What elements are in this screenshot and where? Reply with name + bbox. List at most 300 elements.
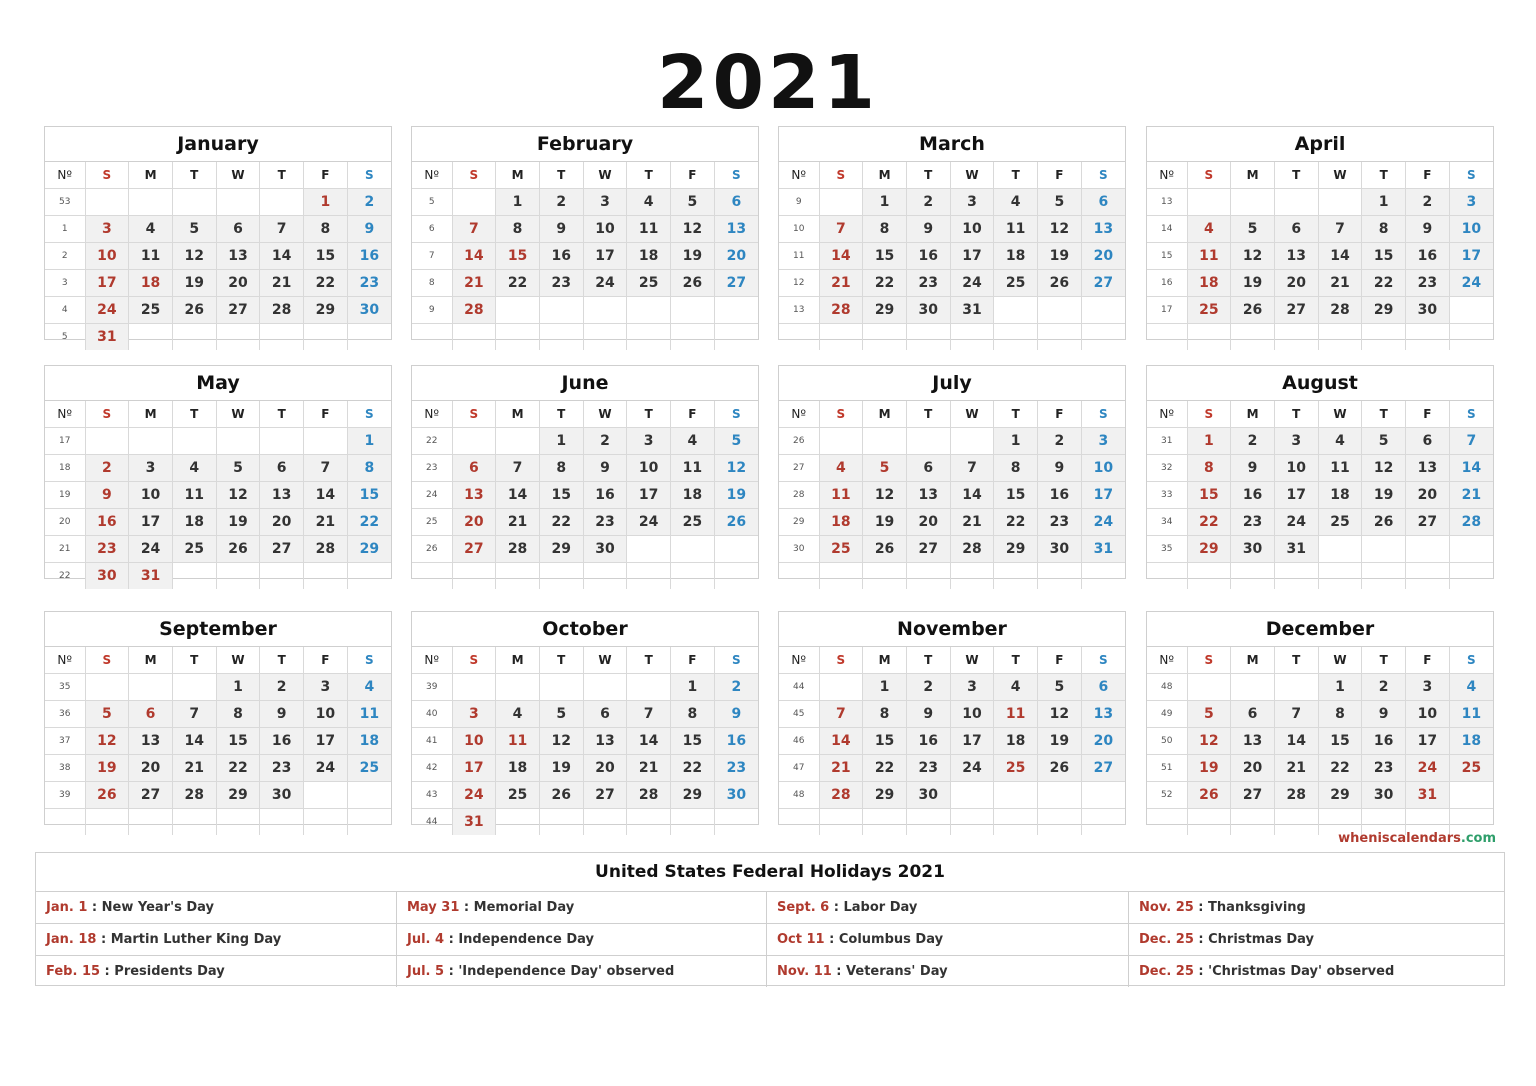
empty-day-cell [129,324,173,351]
week-row [779,189,1125,216]
day-cell: 14 [304,482,348,509]
day-cell: 20 [1231,755,1275,782]
empty-day-cell [994,324,1038,351]
day-cell: 30 [260,782,304,809]
empty-day-cell [671,536,715,563]
week-number: 45 [779,701,819,728]
month-name: July [779,366,1125,401]
holiday-date: Jan. 1 [46,900,88,915]
week-row [1147,755,1493,782]
day-cell: 8 [216,701,260,728]
day-cell: 10 [583,216,627,243]
empty-day-cell [671,809,715,836]
weekday-header: T [906,162,950,189]
holiday-separator: : [1193,900,1209,915]
weekday-header: W [950,162,994,189]
week-row [45,189,391,216]
weekday-header-row [1147,162,1493,189]
empty-day-cell [1449,536,1493,563]
day-cell: 19 [1187,755,1231,782]
week-row [779,324,1125,351]
holiday-date: Jul. 5 [407,964,445,979]
empty-day-cell [950,563,994,590]
week-number: 48 [779,782,819,809]
empty-day-cell [85,809,129,836]
empty-day-cell [863,324,907,351]
day-cell: 12 [863,482,907,509]
empty-day-cell [863,563,907,590]
week-row [779,509,1125,536]
empty-day-cell [906,324,950,351]
day-cell: 5 [216,455,260,482]
month-august [1146,365,1494,579]
day-cell: 9 [539,216,583,243]
week-row [1147,216,1493,243]
empty-day-cell [583,324,627,351]
week-row [412,755,758,782]
month-name: June [412,366,758,401]
day-cell: 27 [1081,755,1125,782]
day-cell: 19 [216,509,260,536]
day-cell: 23 [1362,755,1406,782]
day-cell: 17 [85,270,129,297]
holiday-separator: : [1193,932,1209,947]
week-number: 51 [1147,755,1187,782]
day-cell: 15 [304,243,348,270]
day-cell: 25 [172,536,216,563]
day-cell: 23 [906,270,950,297]
empty-day-cell [714,563,758,590]
week-number-header: Nº [412,162,452,189]
weekday-header: S [1187,401,1231,428]
weekday-header: T [627,162,671,189]
weekday-header: W [1318,647,1362,674]
day-cell: 9 [1406,216,1450,243]
day-cell: 8 [304,216,348,243]
empty-day-cell [539,674,583,701]
day-cell: 8 [1187,455,1231,482]
empty-day-cell [347,563,391,590]
day-cell: 2 [1362,674,1406,701]
day-cell: 14 [1274,728,1318,755]
empty-day-cell [496,809,540,836]
week-row [412,216,758,243]
weekday-header: T [627,401,671,428]
day-cell: 17 [1449,243,1493,270]
day-cell: 20 [906,509,950,536]
day-cell: 6 [452,455,496,482]
day-cell: 1 [994,428,1038,455]
weekday-header-row [779,162,1125,189]
month-name: January [45,127,391,162]
day-cell: 29 [863,782,907,809]
day-cell: 14 [1318,243,1362,270]
holiday-entry [767,924,1129,956]
day-cell: 28 [260,297,304,324]
empty-day-cell [347,809,391,836]
week-number: 37 [45,728,85,755]
day-cell: 1 [671,674,715,701]
day-cell: 18 [1187,270,1231,297]
week-number [1147,563,1187,590]
day-cell: 3 [304,674,348,701]
day-cell: 9 [714,701,758,728]
day-cell: 4 [1318,428,1362,455]
day-cell: 2 [583,428,627,455]
day-cell: 11 [1449,701,1493,728]
weekday-header: T [260,401,304,428]
day-cell: 22 [496,270,540,297]
day-cell: 11 [671,455,715,482]
day-cell: 4 [1449,674,1493,701]
day-cell: 21 [1274,755,1318,782]
week-number: 17 [1147,297,1187,324]
day-cell: 1 [1187,428,1231,455]
day-cell: 6 [260,455,304,482]
day-cell: 26 [172,297,216,324]
day-cell: 19 [671,243,715,270]
day-cell: 29 [863,297,907,324]
day-cell: 2 [714,674,758,701]
day-cell: 14 [172,728,216,755]
weekday-header-row [412,647,758,674]
day-cell: 19 [172,270,216,297]
weekday-header: S [714,401,758,428]
week-number: 49 [1147,701,1187,728]
holiday-name: 'Independence Day' observed [458,964,675,979]
day-cell: 9 [906,701,950,728]
empty-day-cell [1274,189,1318,216]
day-cell: 31 [1406,782,1450,809]
week-row [412,728,758,755]
day-cell: 1 [347,428,391,455]
empty-day-cell [714,324,758,351]
week-row [779,563,1125,590]
day-cell: 25 [994,270,1038,297]
day-cell: 8 [994,455,1038,482]
weekday-header: M [1231,647,1275,674]
week-number: 29 [779,509,819,536]
day-cell: 21 [260,270,304,297]
weekday-header-row [412,401,758,428]
month-grid [1147,647,1493,835]
day-cell: 3 [452,701,496,728]
empty-day-cell [1231,674,1275,701]
week-number: 41 [412,728,452,755]
week-row [412,701,758,728]
month-grid [412,647,758,835]
week-number: 15 [1147,243,1187,270]
day-cell: 24 [304,755,348,782]
week-number: 50 [1147,728,1187,755]
day-cell: 10 [304,701,348,728]
empty-day-cell [819,674,863,701]
week-row [45,809,391,836]
empty-day-cell [583,809,627,836]
empty-day-cell [1318,189,1362,216]
weekday-header: W [216,401,260,428]
day-cell: 10 [950,216,994,243]
weekday-header: T [539,401,583,428]
month-grid [779,647,1125,835]
week-row [412,509,758,536]
day-cell: 24 [583,270,627,297]
day-cell: 28 [627,782,671,809]
holiday-date: Jan. 18 [46,932,97,947]
day-cell: 29 [1318,782,1362,809]
empty-day-cell [260,428,304,455]
weekday-header: W [583,401,627,428]
day-cell: 8 [863,216,907,243]
day-cell: 1 [1318,674,1362,701]
day-cell: 5 [671,189,715,216]
week-row [779,270,1125,297]
day-cell: 1 [539,428,583,455]
empty-day-cell [1187,809,1231,836]
day-cell: 6 [216,216,260,243]
month-november [778,611,1126,825]
holiday-name: Veterans' Day [846,964,948,979]
weekday-header: S [85,401,129,428]
holidays-title: United States Federal Holidays 2021 [36,853,1504,892]
month-grid [412,401,758,589]
day-cell: 14 [496,482,540,509]
empty-day-cell [1038,782,1082,809]
empty-day-cell [1187,189,1231,216]
day-cell: 11 [994,701,1038,728]
day-cell: 21 [819,755,863,782]
day-cell: 19 [85,755,129,782]
day-cell: 18 [994,243,1038,270]
weekday-header: S [1187,162,1231,189]
week-number-header: Nº [45,647,85,674]
weekday-header: T [172,162,216,189]
day-cell: 20 [583,755,627,782]
weekday-header: W [1318,162,1362,189]
day-cell: 19 [863,509,907,536]
weekday-header-row [45,647,391,674]
empty-day-cell [994,297,1038,324]
empty-day-cell [539,809,583,836]
day-cell: 22 [1187,509,1231,536]
day-cell: 17 [1274,482,1318,509]
empty-day-cell [172,324,216,351]
month-march [778,126,1126,340]
empty-day-cell [583,563,627,590]
day-cell: 12 [1187,728,1231,755]
website-name: wheniscalendars [1338,831,1461,846]
empty-day-cell [1231,809,1275,836]
day-cell: 30 [85,563,129,590]
day-cell: 22 [539,509,583,536]
weekday-header: M [496,647,540,674]
week-number: 2 [45,243,85,270]
day-cell: 24 [452,782,496,809]
empty-day-cell [452,563,496,590]
day-cell: 25 [1187,297,1231,324]
day-cell: 13 [1231,728,1275,755]
day-cell: 15 [863,243,907,270]
day-cell: 29 [347,536,391,563]
day-cell: 30 [1362,782,1406,809]
day-cell: 22 [216,755,260,782]
day-cell: 2 [906,189,950,216]
week-number: 44 [412,809,452,836]
day-cell: 10 [85,243,129,270]
empty-day-cell [994,563,1038,590]
week-row [779,674,1125,701]
day-cell: 20 [216,270,260,297]
week-number: 46 [779,728,819,755]
empty-day-cell [627,324,671,351]
day-cell: 28 [304,536,348,563]
day-cell: 10 [1274,455,1318,482]
weekday-header: T [1362,647,1406,674]
day-cell: 10 [1406,701,1450,728]
day-cell: 18 [819,509,863,536]
week-row [45,563,391,590]
day-cell: 9 [260,701,304,728]
day-cell: 6 [583,701,627,728]
day-cell: 11 [819,482,863,509]
day-cell: 3 [627,428,671,455]
day-cell: 24 [1081,509,1125,536]
day-cell: 29 [216,782,260,809]
week-number: 22 [45,563,85,590]
empty-day-cell [452,189,496,216]
day-cell: 11 [496,728,540,755]
empty-day-cell [1081,782,1125,809]
day-cell: 23 [1406,270,1450,297]
weekday-header: M [129,401,173,428]
holiday-entry [36,892,397,924]
holiday-separator: : [100,964,115,979]
day-cell: 13 [1274,243,1318,270]
day-cell: 11 [627,216,671,243]
day-cell: 29 [1187,536,1231,563]
holiday-entry [1129,924,1504,956]
holiday-entry [767,892,1129,924]
day-cell: 8 [539,455,583,482]
day-cell: 19 [539,755,583,782]
empty-day-cell [260,563,304,590]
week-number: 42 [412,755,452,782]
weekday-header: W [216,162,260,189]
weekday-header: T [539,162,583,189]
week-row [1147,270,1493,297]
weekday-header: S [347,647,391,674]
empty-day-cell [671,297,715,324]
week-row [45,728,391,755]
day-cell: 3 [129,455,173,482]
day-cell: 20 [714,243,758,270]
day-cell: 29 [539,536,583,563]
week-number-header: Nº [412,401,452,428]
day-cell: 25 [1318,509,1362,536]
day-cell: 20 [1081,243,1125,270]
weekday-header: S [819,401,863,428]
week-number: 33 [1147,482,1187,509]
week-number-header: Nº [1147,647,1187,674]
empty-day-cell [1449,297,1493,324]
month-name: May [45,366,391,401]
weekday-header: S [1187,647,1231,674]
day-cell: 20 [1406,482,1450,509]
day-cell: 6 [1274,216,1318,243]
empty-day-cell [1038,809,1082,836]
weekday-header: M [496,162,540,189]
day-cell: 31 [452,809,496,836]
day-cell: 5 [539,701,583,728]
weekday-header: S [347,162,391,189]
empty-day-cell [583,674,627,701]
day-cell: 13 [714,216,758,243]
day-cell: 28 [1449,509,1493,536]
day-cell: 2 [85,455,129,482]
day-cell: 7 [260,216,304,243]
empty-day-cell [1187,674,1231,701]
weekday-header: W [950,647,994,674]
day-cell: 20 [1274,270,1318,297]
day-cell: 3 [1274,428,1318,455]
holiday-date: Sept. 6 [777,900,830,915]
day-cell: 4 [129,216,173,243]
day-cell: 14 [452,243,496,270]
holiday-date: Nov. 25 [1139,900,1194,915]
week-number: 26 [779,428,819,455]
week-number: 9 [412,297,452,324]
empty-day-cell [950,782,994,809]
empty-day-cell [1038,297,1082,324]
day-cell: 26 [863,536,907,563]
day-cell: 23 [260,755,304,782]
day-cell: 27 [583,782,627,809]
empty-day-cell [1318,536,1362,563]
day-cell: 13 [1406,455,1450,482]
day-cell: 1 [216,674,260,701]
empty-day-cell [496,428,540,455]
day-cell: 15 [347,482,391,509]
empty-day-cell [906,809,950,836]
day-cell: 18 [496,755,540,782]
empty-day-cell [1318,324,1362,351]
month-grid [779,162,1125,350]
week-number: 27 [779,455,819,482]
weekday-header: S [1449,401,1493,428]
day-cell: 9 [583,455,627,482]
day-cell: 1 [1362,189,1406,216]
month-grid [45,162,391,350]
week-number: 17 [45,428,85,455]
day-cell: 29 [994,536,1038,563]
week-number: 28 [779,482,819,509]
holiday-name: New Year's Day [101,900,214,915]
day-cell: 16 [906,728,950,755]
week-number: 34 [1147,509,1187,536]
day-cell: 28 [819,782,863,809]
day-cell: 7 [452,216,496,243]
week-row [412,324,758,351]
holiday-name: Memorial Day [473,900,575,915]
month-name: April [1147,127,1493,162]
empty-day-cell [627,809,671,836]
day-cell: 10 [627,455,671,482]
empty-day-cell [1081,324,1125,351]
weekday-header: S [819,162,863,189]
weekday-header: T [906,401,950,428]
weekday-header: T [172,647,216,674]
weekday-header: T [906,647,950,674]
